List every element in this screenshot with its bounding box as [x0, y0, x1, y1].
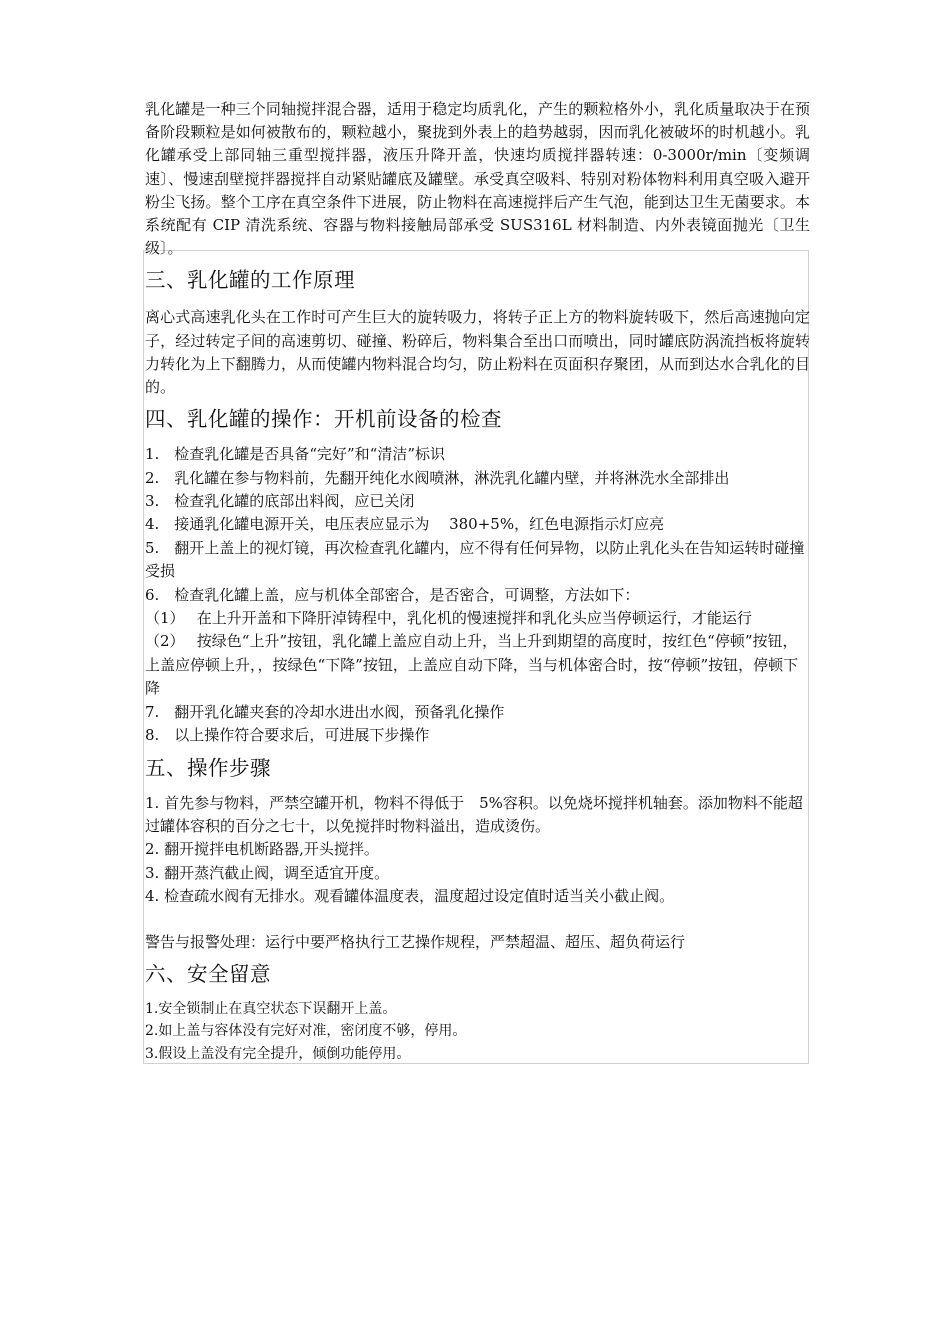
list-item: 1.安全锁制止在真空状态下误翻开上盖。 [145, 1000, 397, 1017]
list-item: 7. 翻开乳化罐夹套的冷却水进出水阀，预备乳化操作 [145, 702, 505, 721]
list-item: 2. 乳化罐在参与物料前，先翻开纯化水阀喷淋，淋洗乳化罐内壁，并将淋洗水全部排出 [145, 468, 730, 487]
section-4-heading: 四、乳化罐的操作：开机前设备的检查 [145, 407, 502, 432]
list-item: （2） 按绿色“上升”按钮，乳化罐上盖应自动上升，当上升到期望的高度时，按红色“停顿”按钮，上盖应停顿上升，，按绿色“下降”按钮，上盖应自动下降，当与机体密合时，按“停顿”按钮，停顿下降 [145, 632, 799, 698]
list-item: （1） 在上升开盖和下降肝淖铸程中，乳化机的慢速搅拌和乳化头应当停顿运行，才能运行 [145, 609, 752, 628]
list-item: 4. 接通乳化罐电源开关，电压表应显示为 380+5%，红色电源指示灯应亮 [145, 515, 665, 534]
warning-label: 警告与报警处理： [145, 932, 266, 951]
section-6-heading: 六、安全留意 [145, 961, 271, 986]
warning-line [145, 931, 810, 954]
list-item: 3. 检查乳化罐的底部出料阀，应已关闭 [145, 492, 415, 511]
list-item: 3. 翻开蒸汽截止阀，调至适宜开度。 [145, 863, 390, 882]
list-item: 6. 检查乳化罐上盖，应与机体全部密合，是否密合，可调整，方法如下： [145, 585, 640, 604]
warning-text: 运行中要严格执行工艺操作规程，严禁超温、超压、超负荷运行 [265, 932, 686, 951]
list-item: 1. 检查乳化罐是否具备“完好”和“清洁”标识 [145, 445, 445, 464]
list-item: 8. 以上操作符合要求后，可进展下步操作 [145, 726, 430, 745]
list-item: 3.假设上盖没有完全提升，倾倒功能停用。 [145, 1045, 411, 1062]
list-item: 1. 首先参与物料，严禁空罐开机，物料不得低于 5%容积。以免烧坏搅拌机轴套。添加物料不能超过罐体容积的百分之七十，以免搅拌时物料溢出，造成烫伤。 [145, 793, 803, 835]
section-4-list [145, 443, 810, 747]
list-item: 2. 翻开搅拌电机断路器,开头搅拌。 [145, 840, 379, 859]
list-item: 5. 翻开上盖上的视灯镜，再次检查乳化罐内，应不得有任何异物，以防止乳化头在告知运转时碰撞受损 [145, 538, 805, 581]
list-item: 2.如上盖与容体没有完好对准，密闭度不够，停用。 [145, 1023, 467, 1040]
section-3-paragraph: 离心式高速乳化头在工作时可产生巨大的旋转吸力，将转子正上方的物料旋转吸下，然后高速抛向定子，经过转定子间的高速剪切、碰撞、粉碎后，物料集合至出口而喷出，同时罐底防涡流挡板将旋转力转化为上下翻腾力，从而使罐内物料混合均匀，防止粉料在页面积存聚团，从而到达水合乳化的目的。 [145, 308, 810, 397]
section-3-heading: 三、乳化罐的工作原理 [145, 268, 355, 293]
section-6-list [145, 998, 810, 1066]
intro-paragraph: 乳化罐是一种三个同轴搅拌混合器，适用于稳定均质乳化，产生的颗粒格外小，乳化质量取决于在预备阶段颗粒是如何被散布的，颗粒越小，聚拢到外表上的趋势越弱，因而乳化被破坏的时机越小。乳化罐承受上部同轴三重型搅拌器，液压升降开盖，快速均质搅拌器转速：0-3000r/min〔变频调速〕、慢速刮壁搅拌器搅拌自动紧贴罐底及罐壁。承受真空吸料、特别对粉体物料利用真空吸入避开粉尘飞扬。整个工序在真空条件下进展，防止物料在高速搅拌后产生气泡，能到达卫生无菌要求。本系统配有 CIP 清洗系统、容器与物料接触局部承受 SUS316L 材料制造、内外表镜面抛光〔卫生级〕。 [145, 100, 810, 258]
section-5-list [145, 792, 810, 909]
list-item: 4. 检查疏水阀有无排水。观看罐体温度表，温度超过设定值时适当关小截止阀。 [145, 887, 675, 906]
section-5-heading: 五、操作步骤 [145, 755, 271, 780]
document-content [145, 98, 810, 1065]
